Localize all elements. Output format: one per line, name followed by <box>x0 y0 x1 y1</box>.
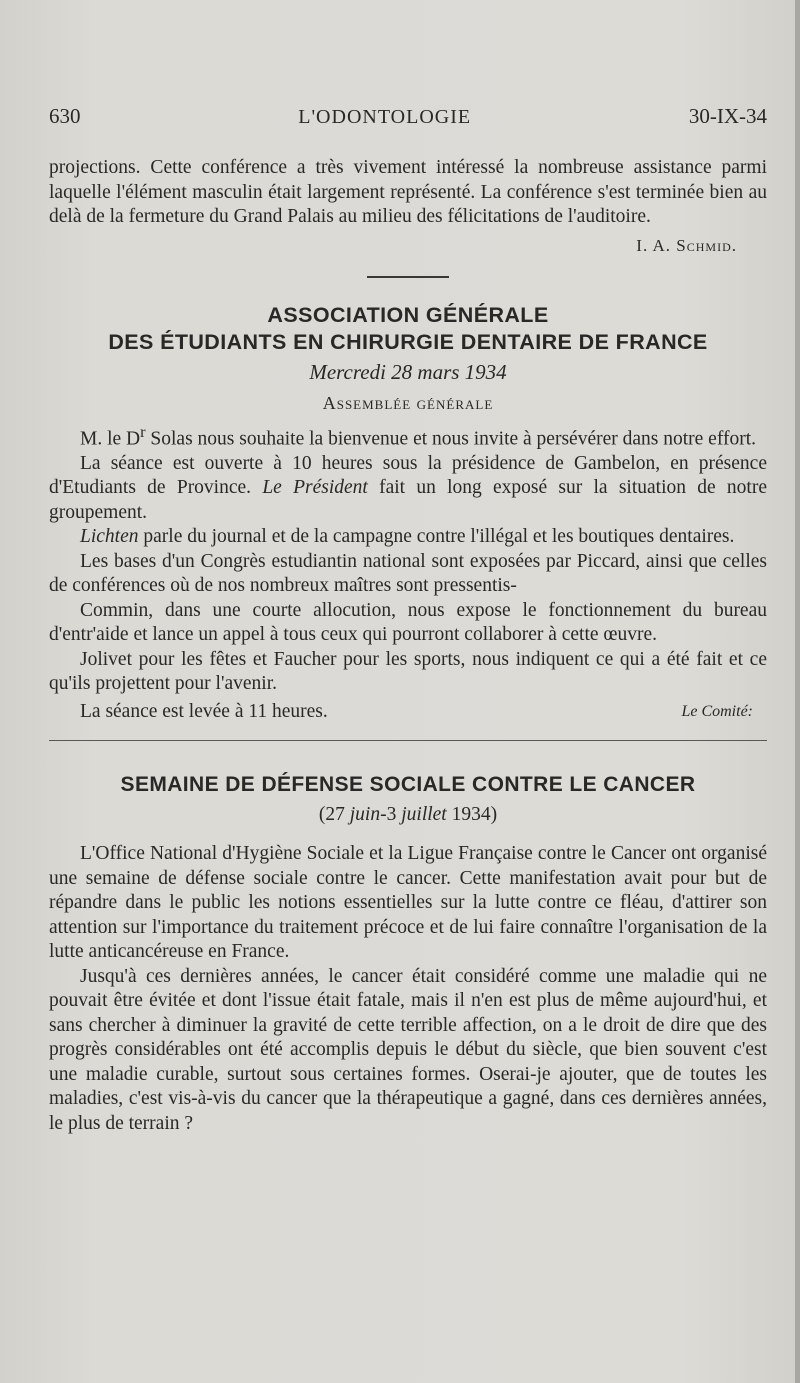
association-paragraph-3: Lichten parle du journal et de la campagne contre l'illégal et les boutiques dentaires. <box>80 526 735 547</box>
page-number: 630 <box>49 104 81 128</box>
cancer-dates: (27 juin-3 juillet 1934) <box>318 804 498 825</box>
association-closing: La séance est levée à 11 heures. <box>80 700 328 722</box>
cancer-title: SEMAINE DE DÉFENSE SOCIALE CONTRE LE CANCER <box>120 773 696 796</box>
association-paragraph-4: Les bases d'un Congrès estudiantin national sont exposées par Piccard, ainsi que celles de conférences où de nos nombreux maîtres sont pressentis- <box>49 550 767 596</box>
association-paragraph-2: La séance est ouverte à 10 heures sous la présidence de Gambelon, en présence d'Etudiants de Province. Le Président fait un long exposé sur la situation de notre groupement. <box>49 452 768 523</box>
association-title-line1: ASSOCIATION GÉNÉRALE <box>267 302 549 327</box>
schmid-signature: I. A. Schmid. <box>636 235 737 255</box>
section-divider <box>367 276 449 278</box>
association-subtitle: Assemblée générale <box>322 392 494 413</box>
cancer-paragraph-2: Jusqu'à ces dernières années, le cancer était considéré comme une maladie qui ne pouvait être évitée et dont l'issue était fatale, mais il n'en est plus de même aujourd'hui, et sans chercher à diminuer la gravité de cette terrible affection, on a le droit de dire que des progrès considérables ont été accomplis depuis le début du siècle, que bien souvent c'est une maladie curable, surtout sous certaines formes. Oserai-je ajouter, que de toutes les maladies, c'est vis-à-vis du cancer que la thérapeutique a gagné, dans ces dernières années, le plus de terrain ? <box>49 965 767 1134</box>
schmid-paragraph: projections. Cette conférence a très vivement intéressé la nombreuse assistance parmi laquelle l'élément masculin était largement représenté. La conférence s'est terminée bien au delà de la fermeture du Grand Palais au milieu des félicitations de l'auditoire. <box>49 157 767 227</box>
running-head <box>49 104 767 134</box>
association-paragraph-1: M. le $D^r$ Solas nous souhaite la bienvenue et nous invite à persévérer dans notre effort. <box>80 422 757 449</box>
journal-title: L'ODONTOLOGIE <box>298 106 472 128</box>
section-rule <box>49 740 767 741</box>
cancer-paragraph-1: L'Office National d'Hygiène Sociale et la Ligue Française contre le Cancer ont organisé une semaine de défense sociale contre le cancer. Cette manifestation avait pour but de répandre dans le public les notions essentielles sur la lutte contre ce fléau, d'attirer son attention sur l'importance du traitement précoce et de lui faire connaître l'organisation de la lutte anticancéreuse en France. <box>49 843 767 962</box>
association-paragraph-6: Jolivet pour les fêtes et Faucher pour les sports, nous indiquent ce qui a été fait et ce qu'ils projettent pour l'avenir. <box>49 648 767 694</box>
page-edge <box>795 0 800 1383</box>
association-closing-row <box>49 700 767 725</box>
association-title-line2: DES ÉTUDIANTS EN CHIRURGIE DENTAIRE DE FRANCE <box>108 329 708 354</box>
association-paragraph-5: Commin, dans une courte allocution, nous expose le fonctionnement du bureau d'entr'aide et lance un appel à tous ceux qui pourront collaborer à cette œuvre. <box>49 599 767 645</box>
issue-date: 30-IX-34 <box>688 104 767 128</box>
association-signature: Le Comité: <box>681 702 753 720</box>
association-date: Mercredi 28 mars 1934 <box>309 359 507 384</box>
page-content <box>49 104 767 1136</box>
